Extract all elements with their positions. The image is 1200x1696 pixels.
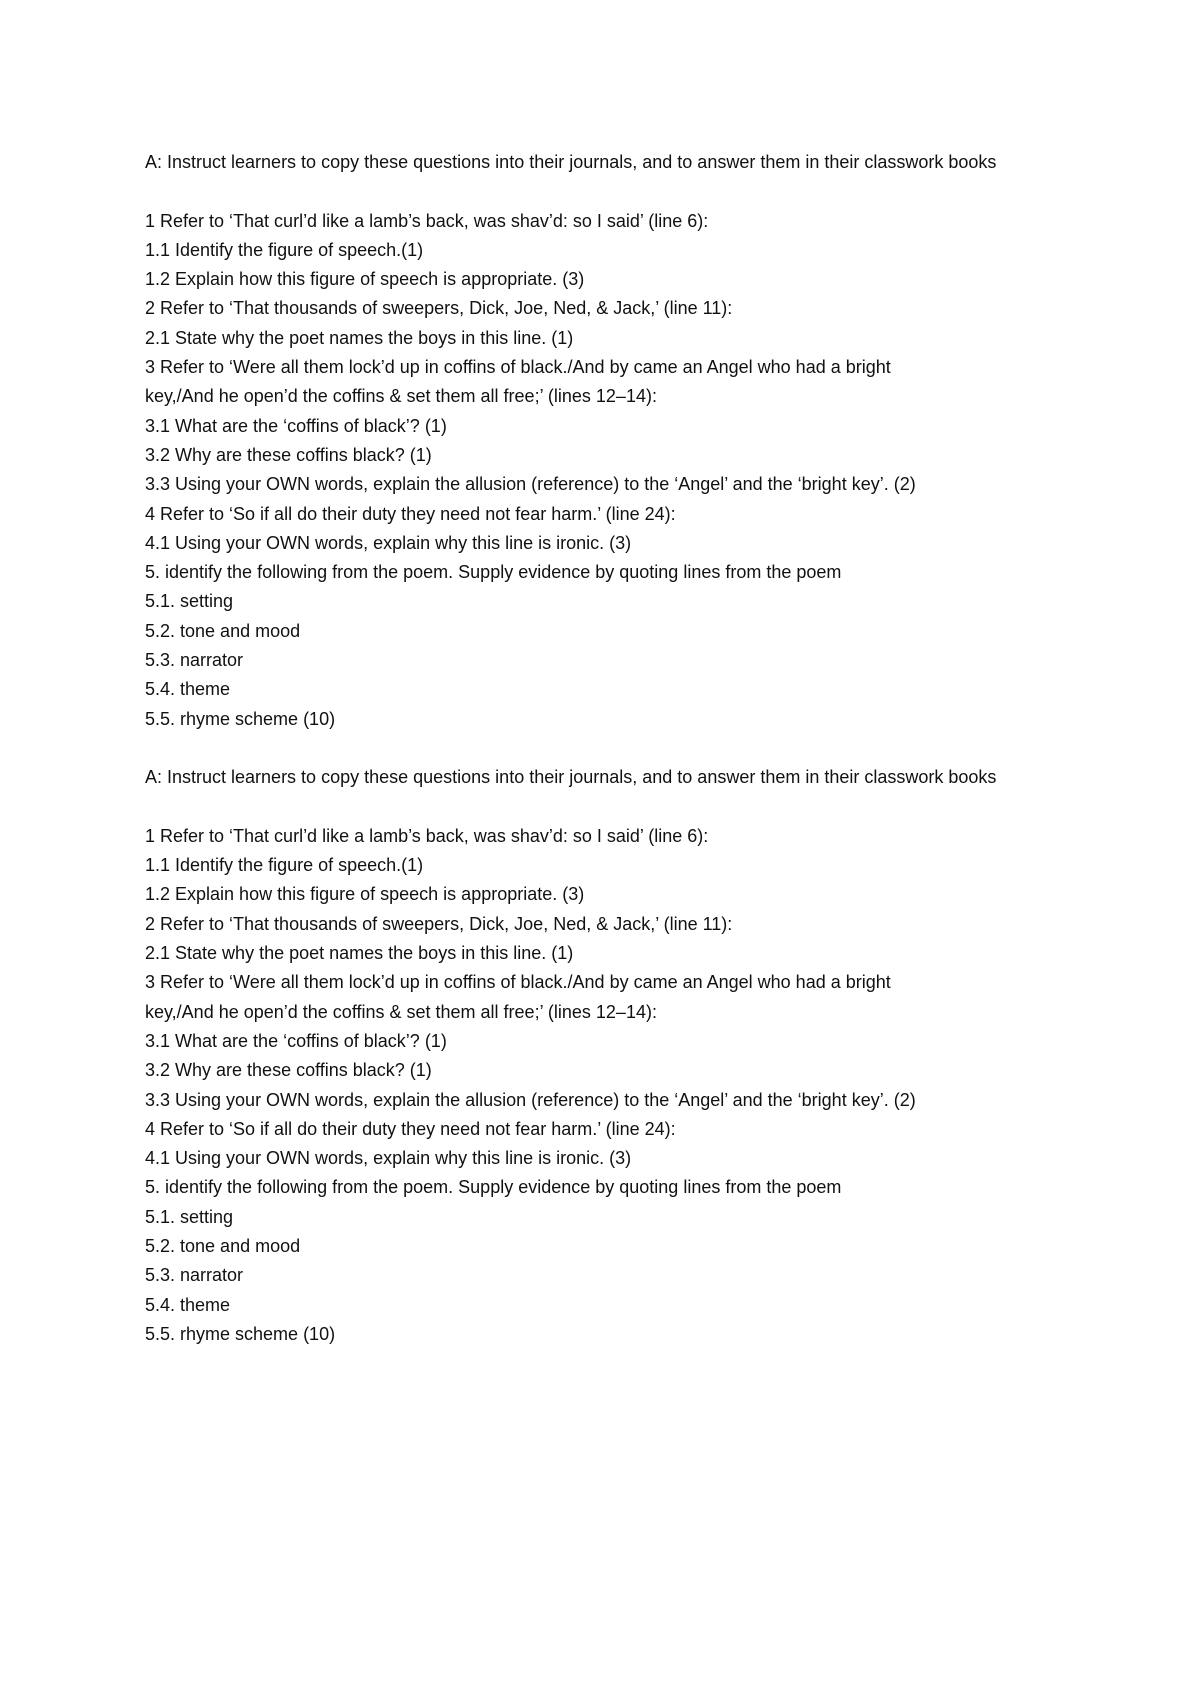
section-intro: A: Instruct learners to copy these questions into their journals, and to answer them in their classwork books	[145, 152, 997, 172]
question-line: 3 Refer to ‘Were all them lock’d up in coffins of black./And by came an Angel who had a bright	[145, 972, 891, 993]
section-intro: A: Instruct learners to copy these questions into their journals, and to answer them in their classwork books	[145, 767, 997, 788]
question-line: 2.1 State why the poet names the boys in this line. (1)	[145, 327, 574, 348]
question-line: 5.1. setting	[145, 1206, 234, 1227]
question-line: 5. identify the following from the poem. Supply evidence by quoting lines from the poem	[145, 1177, 842, 1198]
question-line: 4.1 Using your OWN words, explain why this line is ironic. (3)	[145, 1148, 632, 1169]
question-line: 1.1 Identify the figure of speech.(1)	[145, 239, 424, 260]
question-line: 1.1 Identify the figure of speech.(1)	[145, 855, 424, 876]
question-line: 1.2 Explain how this figure of speech is appropriate. (3)	[145, 269, 585, 290]
question-line: 3.3 Using your OWN words, explain the allusion (reference) to the ‘Angel’ and the ‘bright key’. (2)	[145, 1089, 916, 1110]
question-line: 5.2. tone and mood	[145, 620, 301, 641]
question-line: key,/And he open’d the coffins & set them all free;’ (lines 12–14):	[145, 386, 657, 407]
question-line: key,/And he open’d the coffins & set them all free;’ (lines 12–14):	[145, 1001, 657, 1022]
question-line: 1 Refer to ‘That curl’d like a lamb’s back, was shav’d: so I said’ (line 6):	[145, 210, 709, 231]
question-line: 4.1 Using your OWN words, explain why this line is ironic. (3)	[145, 532, 632, 553]
question-line: 5.5. rhyme scheme (10)	[145, 708, 336, 729]
question-line: 5.5. rhyme scheme (10)	[145, 1323, 336, 1344]
question-line: 1 Refer to ‘That curl’d like a lamb’s back, was shav’d: so I said’ (line 6):	[145, 825, 709, 846]
question-line: 5.4. theme	[145, 679, 231, 700]
question-line: 3 Refer to ‘Were all them lock’d up in coffins of black./And by came an Angel who had a bright	[145, 357, 891, 378]
question-section-2	[145, 763, 1065, 1349]
question-section-1	[145, 148, 1065, 734]
question-line: 3.2 Why are these coffins black? (1)	[145, 1060, 432, 1081]
question-line: 1.2 Explain how this figure of speech is appropriate. (3)	[145, 884, 585, 905]
question-line: 3.1 What are the ‘coffins of black’? (1)	[145, 1030, 447, 1051]
paragraph-spacer	[145, 793, 1065, 822]
question-line: 3.3 Using your OWN words, explain the allusion (reference) to the ‘Angel’ and the ‘bright key’. (2)	[145, 474, 916, 495]
question-line: 3.2 Why are these coffins black? (1)	[145, 444, 432, 465]
question-line: 2.1 State why the poet names the boys in this line. (1)	[145, 943, 574, 964]
question-line: 5.3. narrator	[145, 1265, 244, 1286]
paragraph-spacer	[145, 177, 1065, 206]
question-line: 4 Refer to ‘So if all do their duty they need not fear harm.’ (line 24):	[145, 1118, 676, 1139]
question-line: 5. identify the following from the poem. Supply evidence by quoting lines from the poem	[145, 562, 842, 583]
document-body	[145, 148, 1065, 1349]
question-line: 5.4. theme	[145, 1294, 231, 1315]
question-line: 5.2. tone and mood	[145, 1235, 301, 1256]
question-line: 2 Refer to ‘That thousands of sweepers, Dick, Joe, Ned, & Jack,’ (line 11):	[145, 913, 733, 934]
question-line: 5.3. narrator	[145, 650, 244, 671]
question-line: 2 Refer to ‘That thousands of sweepers, Dick, Joe, Ned, & Jack,’ (line 11):	[145, 298, 733, 319]
question-line: 3.1 What are the ‘coffins of black’? (1)	[145, 415, 447, 436]
question-line: 5.1. setting	[145, 591, 234, 612]
question-line: 4 Refer to ‘So if all do their duty they need not fear harm.’ (line 24):	[145, 503, 676, 524]
